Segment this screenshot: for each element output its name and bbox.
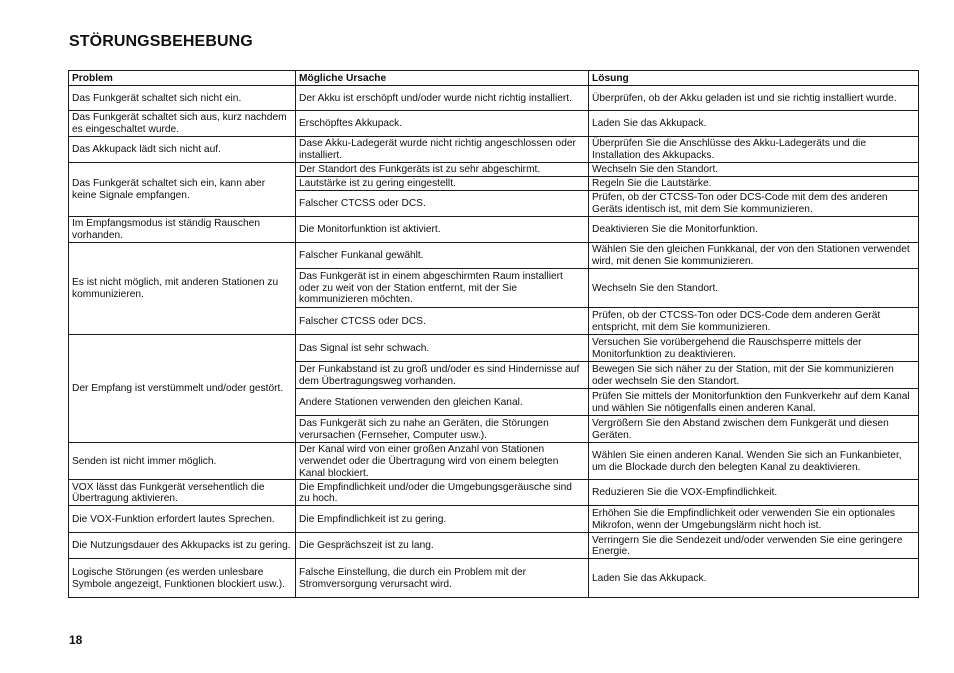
cause-cell: Die Empfindlichkeit und/oder die Umgebungsgeräusche sind zu hoch.	[296, 480, 589, 506]
cause-cell: Die Monitorfunktion ist aktiviert.	[296, 217, 589, 243]
troubleshooting-table	[68, 70, 919, 598]
cause-cell: Falscher CTCSS oder DCS.	[296, 308, 589, 335]
solution-cell: Reduzieren Sie die VOX-Empfindlichkeit.	[589, 480, 919, 506]
problem-cell: Senden ist nicht immer möglich.	[69, 443, 296, 480]
problem-cell: Das Funkgerät schaltet sich ein, kann aber keine Signale empfangen.	[69, 163, 296, 217]
cause-cell: Der Standort des Funkgeräts ist zu sehr abgeschirmt.	[296, 163, 589, 177]
problem-cell: Das Akkupack lädt sich nicht auf.	[69, 137, 296, 163]
cause-cell: Das Signal ist sehr schwach.	[296, 335, 589, 362]
cause-cell: Falscher Funkanal gewählt.	[296, 243, 589, 269]
cause-cell: Lautstärke ist zu gering eingestellt.	[296, 177, 589, 191]
cause-cell: Das Funkgerät ist in einem abgeschirmten Raum installiert oder zu weit von der Station entfernt, mit der Sie kommunizieren möchten.	[296, 269, 589, 308]
header-solution: Lösung	[589, 71, 919, 86]
cause-cell: Der Funkabstand ist zu groß und/oder es sind Hindernisse auf dem Übertragungsweg vorhanden.	[296, 362, 589, 389]
table-row	[69, 243, 919, 269]
cause-cell: Erschöpftes Akkupack.	[296, 111, 589, 137]
solution-cell: Prüfen, ob der CTCSS-Ton oder DCS-Code mit dem des anderen Geräts identisch ist, mit dem Sie kommunizieren.	[589, 191, 919, 217]
solution-cell: Wechseln Sie den Standort.	[589, 269, 919, 308]
solution-cell: Laden Sie das Akkupack.	[589, 559, 919, 598]
table-header-row	[69, 71, 919, 86]
solution-cell: Wechseln Sie den Standort.	[589, 163, 919, 177]
table-row	[69, 506, 919, 533]
problem-cell: Der Empfang ist verstümmelt und/oder gestört.	[69, 335, 296, 443]
page-number: 18	[69, 633, 83, 647]
problem-cell: Im Empfangsmodus ist ständig Rauschen vorhanden.	[69, 217, 296, 243]
problem-cell: VOX lässt das Funkgerät versehentlich die Übertragung aktivieren.	[69, 480, 296, 506]
problem-cell: Die VOX-Funktion erfordert lautes Sprechen.	[69, 506, 296, 533]
table-row	[69, 480, 919, 506]
solution-cell: Wählen Sie einen anderen Kanal. Wenden Sie sich an Funkanbieter, um die Blockade durch den belegten Kanal zu deaktivieren.	[589, 443, 919, 480]
cause-cell: Andere Stationen verwenden den gleichen Kanal.	[296, 389, 589, 416]
cause-cell: Falscher CTCSS oder DCS.	[296, 191, 589, 217]
header-problem: Problem	[69, 71, 296, 86]
page-title: STÖRUNGSBEHEBUNG	[69, 33, 253, 50]
table-row	[69, 559, 919, 598]
table-row	[69, 217, 919, 243]
solution-cell: Bewegen Sie sich näher zu der Station, mit der Sie kommunizieren oder wechseln Sie den Standort.	[589, 362, 919, 389]
table-row	[69, 163, 919, 177]
solution-cell: Prüfen, ob der CTCSS-Ton oder DCS-Code dem anderen Gerät entspricht, mit dem Sie kommunizieren.	[589, 308, 919, 335]
problem-cell: Das Funkgerät schaltet sich nicht ein.	[69, 86, 296, 111]
solution-cell: Versuchen Sie vorübergehend die Rauschsperre mittels der Monitorfunktion zu deaktivieren.	[589, 335, 919, 362]
solution-cell: Wählen Sie den gleichen Funkkanal, der von den Stationen verwendet wird, mit denen Sie kommunizieren.	[589, 243, 919, 269]
solution-cell: Überprüfen, ob der Akku geladen ist und sie richtig installiert wurde.	[589, 86, 919, 111]
problem-cell: Logische Störungen (es werden unlesbare Symbole angezeigt, Funktionen blockiert usw.).	[69, 559, 296, 598]
problem-cell: Es ist nicht möglich, mit anderen Stationen zu kommunizieren.	[69, 243, 296, 335]
solution-cell: Laden Sie das Akkupack.	[589, 111, 919, 137]
problem-cell: Das Funkgerät schaltet sich aus, kurz nachdem es eingeschaltet wurde.	[69, 111, 296, 137]
cause-cell: Die Gesprächszeit ist zu lang.	[296, 533, 589, 559]
solution-cell: Verringern Sie die Sendezeit und/oder verwenden Sie eine geringere Energie.	[589, 533, 919, 559]
table-row	[69, 86, 919, 111]
table-row	[69, 111, 919, 137]
solution-cell: Überprüfen Sie die Anschlüsse des Akku-Ladegeräts und die Installation des Akkupacks.	[589, 137, 919, 163]
solution-cell: Deaktivieren Sie die Monitorfunktion.	[589, 217, 919, 243]
cause-cell: Das Funkgerät sich zu nahe an Geräten, die Störungen verursachen (Fernseher, Computer usw.).	[296, 416, 589, 443]
problem-cell: Die Nutzungsdauer des Akkupacks ist zu gering.	[69, 533, 296, 559]
solution-cell: Prüfen Sie mittels der Monitorfunktion den Funkverkehr auf dem Kanal und wählen Sie nötigenfalls einen anderen Kanal.	[589, 389, 919, 416]
solution-cell: Erhöhen Sie die Empfindlichkeit oder verwenden Sie ein optionales Mikrofon, wenn der Umgebungslärm nicht hoch ist.	[589, 506, 919, 533]
table-body	[69, 86, 919, 598]
table-row	[69, 137, 919, 163]
solution-cell: Regeln Sie die Lautstärke.	[589, 177, 919, 191]
cause-cell: Falsche Einstellung, die durch ein Problem mit der Stromversorgung verursacht wird.	[296, 559, 589, 598]
cause-cell: Der Akku ist erschöpft und/oder wurde nicht richtig installiert.	[296, 86, 589, 111]
cause-cell: Die Empfindlichkeit ist zu gering.	[296, 506, 589, 533]
cause-cell: Dase Akku-Ladegerät wurde nicht richtig angeschlossen oder installiert.	[296, 137, 589, 163]
header-cause: Mögliche Ursache	[296, 71, 589, 86]
cause-cell: Der Kanal wird von einer großen Anzahl von Stationen verwendet oder die Übertragung wird von einem belegten Kanal blockiert.	[296, 443, 589, 480]
solution-cell: Vergrößern Sie den Abstand zwischen dem Funkgerät und diesen Geräten.	[589, 416, 919, 443]
table-row	[69, 335, 919, 362]
table-row	[69, 443, 919, 480]
table-row	[69, 533, 919, 559]
